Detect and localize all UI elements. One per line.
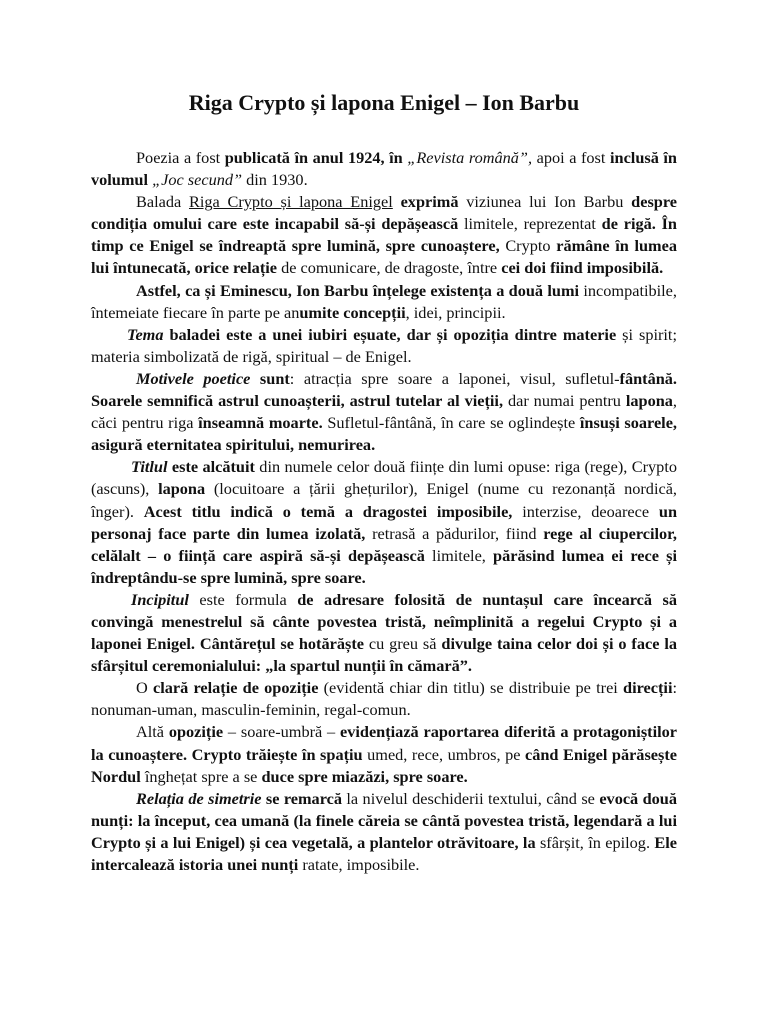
text-run: inclusă în volumul [91,148,677,190]
text-run: la nivelul deschiderii textului, când se [342,788,600,808]
text-run: : atracția spre soare a laponei, visul, sufletul- [289,368,620,388]
text-run: Crypto trăiește în spațiu [187,744,363,764]
text-run: Tema [127,324,164,344]
text-run: se remarcă [261,788,342,808]
text-run: când Enigel părăsește Nordul [91,744,677,786]
text-run: este formula [188,589,298,609]
text-run: dar numai pentru [503,391,626,411]
text-run: , căci pentru riga [91,391,677,433]
text-run: evocă două nunți: la început, cea umană (la finele căreia se cântă povestea tristă, legendară a lui Crypto și a lui Enigel) și cea vegetală, a plantelor otrăvitoare, la [91,788,677,852]
text-run: umite concepții [299,302,406,322]
text-run: rămâne în lumea lui întunecată, orice relație [91,236,677,278]
text-run: de rigă. În timp ce Enigel se îndreaptă spre lumină, spre cunoaștere, [91,214,677,256]
text-run: (locuitoare a țării ghețurilor), Enigel (nume cu rezonanță nordică, înger). [91,479,677,521]
text-run: Titlul [131,457,168,477]
text-run: înghețat spre a se [140,766,262,786]
text-run: publicată în anul 1924, în [224,148,408,167]
text-run: sfârșit, în epilog. [535,832,655,852]
text-run: și spirit; materia simbolizată de rigă, spiritual – de Enigel. [91,324,677,366]
paragraph [91,147,677,191]
text-run: Cântărețul se hotărăște [194,634,364,654]
text-run: direcții [623,678,673,698]
paragraph [91,368,677,456]
text-run: umed, rece, umbros, pe [362,744,525,764]
paragraph [91,280,677,324]
text-run: opoziție [168,722,224,742]
text-run: rege al ciupercilor, celălalt – o ființă care aspiră să-și depășească [91,523,677,565]
text-run: Balada [136,192,189,212]
text-run: „Revista română”, [407,148,533,167]
text-run: – soare-umbră – [223,722,341,742]
text-run: un personaj face parte din lumea izolată, [91,501,678,543]
document-title: Riga Crypto și lapona Enigel – Ion Barbu [188,90,580,115]
paragraph [91,788,677,876]
text-run: limitele, reprezentat [458,214,602,234]
text-run: Acest titlu indică o temă a dragostei imposibile, [143,501,513,521]
paragraph [91,721,677,787]
text-run: (evidentă chiar din titlu) se distribuie pe trei [318,678,624,698]
text-run: viziunea lui Ion Barbu [466,192,632,212]
text-run: părăsind lumea ei rece și îndreptându-se spre lumină, spre soare. [91,545,677,587]
text-run: lapona [625,391,673,411]
text-run: exprimă [392,192,467,212]
text-run: divulge taina celor doi și o face la sfârșitul ceremonialului: „la spartul nunții în cămară”. [91,634,677,676]
text-run: clară relație de opoziție [152,678,319,698]
text-run: înseamnă moarte. [198,413,323,433]
text-run: Relația de simetrie [136,788,262,808]
text-run: din 1930. [242,170,308,190]
text-run: convingă menestrelul să cânte povestea tristă, neîmplinită a regelui Crypto și a laponei Enigel. [91,611,677,654]
text-run: apoi a fost [532,148,610,167]
text-run: de adresare folosită de nuntașul care încearcă să [297,589,677,609]
text-run: Ele intercalează istoria unei nunți [91,832,678,874]
paragraph [91,324,677,368]
text-run: ratate, imposibile. [298,855,420,874]
text-run: Poezia a fost [136,148,225,167]
text-run: Sufletul-fântână, în care se oglindește [322,413,580,433]
text-run: Soarele semnifică astrul cunoașterii, astrul tutelar al vieții, [91,391,504,411]
text-run: cei doi fiind imposibilă. [501,258,664,278]
text-run: Riga Crypto și lapona Enigel [188,192,393,212]
text-run: fântână. [619,368,677,388]
paragraph [91,456,677,589]
text-run: lapona [158,479,206,499]
text-run: din numele celor două ființe din lumi opuse: riga (rege), Crypto (ascuns), [91,457,677,499]
paragraph [91,191,677,279]
text-run: Incipitul [131,589,189,609]
text-run: este alcătuit [167,457,255,477]
text-run: Altă [136,722,169,742]
text-run: Crypto [499,236,557,256]
text-run: cu greu să [363,634,442,654]
text-run: duce spre miazăzi, spre soare. [261,766,468,786]
text-run: interzise, deoarece [512,501,659,521]
text-run: însuși soarele, asigură eternitatea spiritului, nemurirea. [91,413,678,455]
text-run: , idei, principii. [405,302,506,322]
paragraph [91,589,677,677]
paragraph [91,677,677,721]
text-run: Astfel, ca și Eminescu, Ion Barbu înțelege existența a două lumi [136,280,580,300]
text-run: Motivele poetice [136,368,251,388]
document-body [91,147,677,876]
text-run: de comunicare, de dragoste, între [277,258,502,278]
text-run: despre condiția omului care este incapabil să-și depășească [91,192,677,234]
text-run: limitele, [424,545,494,565]
text-run: „Joc secund” [152,170,243,190]
text-run: sunt [250,368,290,388]
text-run: baladei este a unei iubiri eșuate, dar și opoziția dintre materie [163,324,623,344]
text-run: O [136,678,153,698]
text-run: incompatibile, întemeiate fiecare în parte pe an [91,280,677,322]
text-run: evidențiază raportarea diferită a protagoniștilor la cunoaștere. [91,722,677,764]
text-run: retrasă a pădurilor, fiind [365,523,544,543]
text-run: : nonuman-uman, masculin-feminin, regal-comun. [91,678,678,720]
